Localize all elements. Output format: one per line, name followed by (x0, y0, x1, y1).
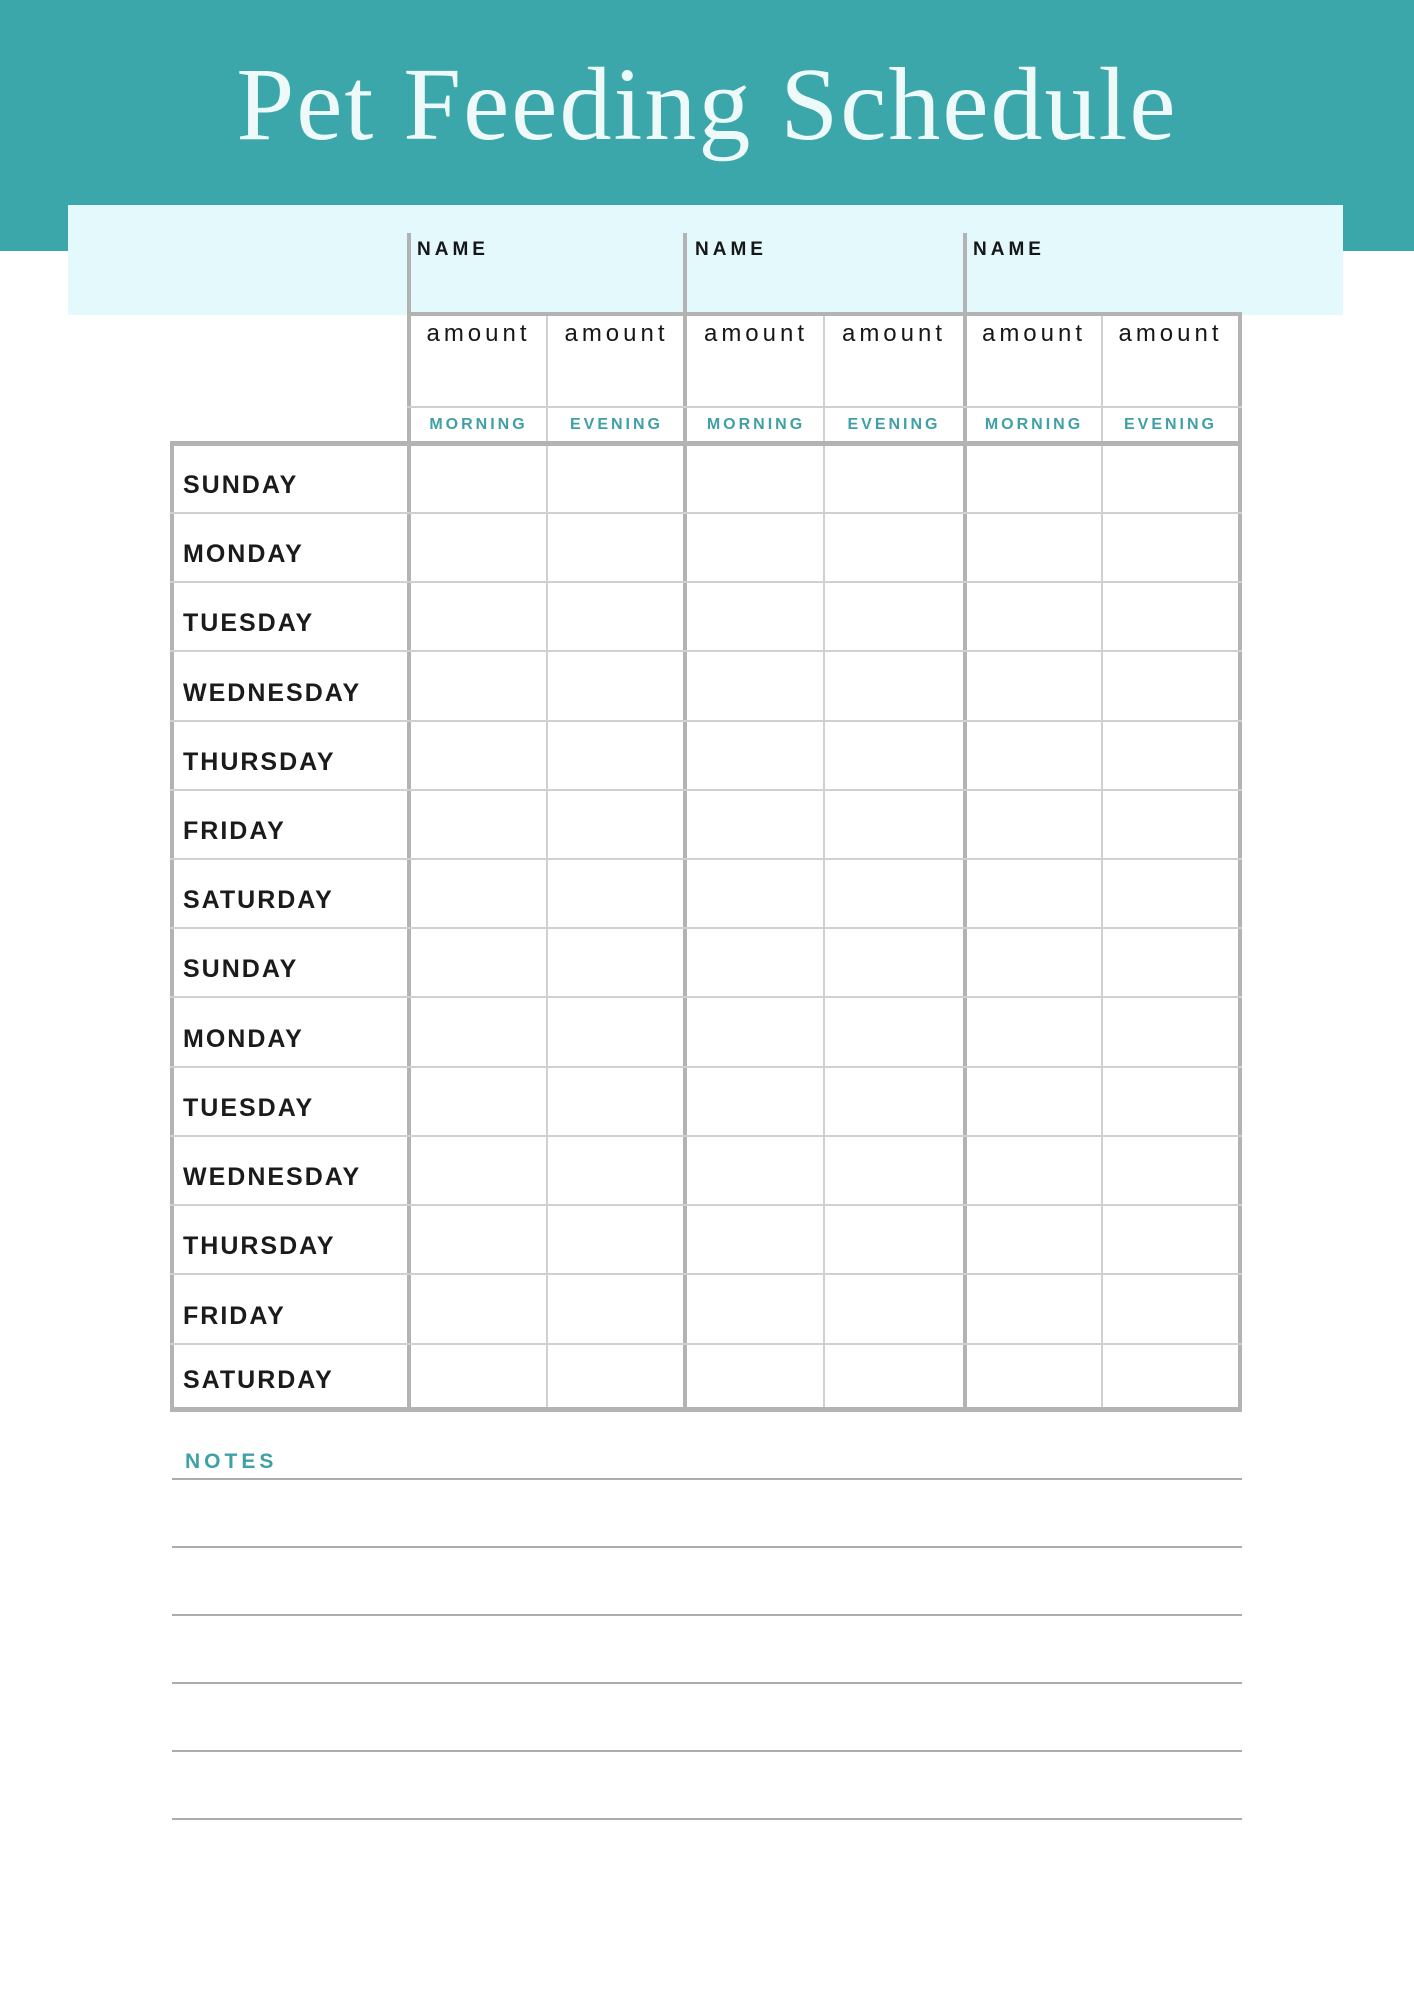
day-label-wednesday-2: WEDNESDAY (183, 1163, 362, 1191)
note-line-4[interactable] (172, 1682, 1242, 1684)
time-label-morning-2: MORNING (706, 415, 806, 433)
grid-vline-group1-left (407, 233, 411, 1412)
grid-row-line-11 (170, 1204, 1242, 1206)
pet-name-label-2: NAME (695, 239, 767, 260)
day-label-wednesday-1: WEDNESDAY (183, 679, 362, 707)
page-title: Pet Feeding Schedule (236, 46, 1178, 162)
grid-vline-right-border (1238, 315, 1242, 1412)
amount-label-2: amount (564, 320, 669, 347)
day-label-sunday-1: SUNDAY (183, 471, 299, 499)
day-label-saturday-1: SATURDAY (183, 886, 334, 914)
time-label-evening-3: EVENING (1123, 415, 1217, 433)
grid-row-line-4 (170, 720, 1242, 722)
grid-row-line-8 (170, 996, 1242, 998)
day-label-thursday-2: THURSDAY (183, 1232, 336, 1260)
day-label-friday-1: FRIDAY (183, 817, 286, 845)
grid-row-line-6 (170, 858, 1242, 860)
pet-name-field-1[interactable] (407, 233, 685, 312)
note-line-1[interactable] (172, 1478, 1242, 1480)
grid-row-line-13 (170, 1343, 1242, 1345)
day-label-tuesday-2: TUESDAY (183, 1094, 315, 1122)
grid-vline-split-3 (1101, 316, 1103, 1412)
amount-label-4: amount (841, 320, 947, 347)
amount-label-3: amount (703, 320, 809, 347)
grid-row-line-3 (170, 650, 1242, 652)
grid-row-line-10 (170, 1135, 1242, 1137)
grid-vline-group3-left (963, 233, 967, 1412)
grid-hline-under-names (407, 312, 1242, 316)
note-line-5[interactable] (172, 1750, 1242, 1752)
pet-name-field-2[interactable] (685, 233, 963, 312)
note-line-3[interactable] (172, 1614, 1242, 1616)
notes-heading: NOTES (185, 1450, 278, 1473)
time-label-evening-1: EVENING (569, 415, 663, 433)
amount-label-6: amount (1118, 320, 1223, 347)
grid-vline-group2-left (683, 233, 687, 1412)
amount-label-1: amount (426, 320, 531, 347)
day-label-monday-2: MONDAY (183, 1025, 304, 1053)
note-line-6[interactable] (172, 1818, 1242, 1820)
grid-vline-split-1 (546, 316, 548, 1412)
grid-row-line-2 (170, 581, 1242, 583)
time-label-evening-2: EVENING (847, 415, 941, 433)
grid-row-line-12 (170, 1273, 1242, 1275)
grid-row-line-5 (170, 789, 1242, 791)
grid-row-line-9 (170, 1066, 1242, 1068)
pet-name-label-1: NAME (417, 239, 489, 260)
note-line-2[interactable] (172, 1546, 1242, 1548)
grid-vline-split-2 (823, 316, 825, 1412)
grid-hline-top-border (170, 441, 1242, 446)
amount-label-5: amount (981, 320, 1087, 347)
day-label-saturday-2: SATURDAY (183, 1366, 334, 1394)
time-label-morning-1: MORNING (429, 415, 528, 433)
grid-hline-bottom-border (170, 1407, 1242, 1412)
day-label-monday-1: MONDAY (183, 540, 304, 568)
title-wrap (0, 0, 1414, 208)
grid-row-line-1 (170, 512, 1242, 514)
day-label-tuesday-1: TUESDAY (183, 609, 315, 637)
grid-row-line-7 (170, 927, 1242, 929)
grid-hline-under-amounts (407, 406, 1242, 408)
time-label-morning-3: MORNING (984, 415, 1084, 433)
day-label-sunday-2: SUNDAY (183, 955, 299, 983)
day-label-thursday-1: THURSDAY (183, 748, 336, 776)
pet-name-label-3: NAME (973, 239, 1045, 260)
day-label-friday-2: FRIDAY (183, 1302, 286, 1330)
pet-name-field-3[interactable] (963, 233, 1240, 312)
